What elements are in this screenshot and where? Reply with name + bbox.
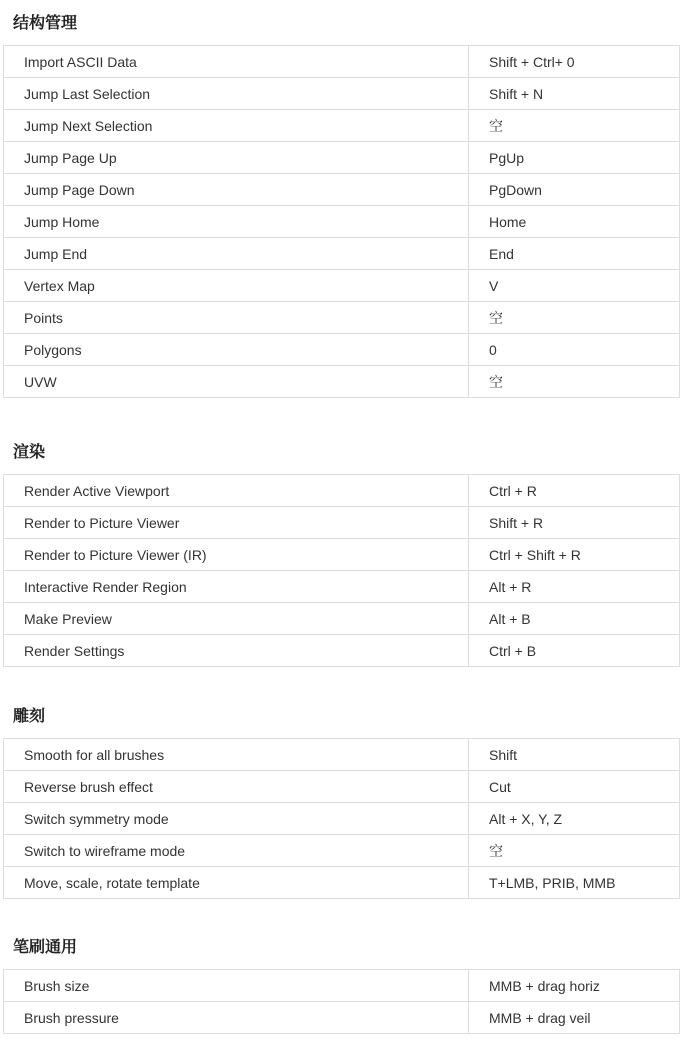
shortcut-cell: MMB + drag horiz	[469, 970, 680, 1002]
table-row	[4, 803, 680, 835]
action-cell: Vertex Map	[4, 270, 469, 302]
shortcut-cell: Ctrl + Shift + R	[469, 539, 680, 571]
action-cell: Render Settings	[4, 635, 469, 667]
section-title: 渲染	[13, 442, 46, 461]
shortcut-cell: 0	[469, 334, 680, 366]
table-row	[4, 739, 680, 771]
action-cell: Reverse brush effect	[4, 771, 469, 803]
shortcut-cell: PgDown	[469, 174, 680, 206]
action-cell: Jump Home	[4, 206, 469, 238]
shortcut-cell: PgUp	[469, 142, 680, 174]
table-row	[4, 867, 680, 899]
action-cell: Points	[4, 302, 469, 334]
action-cell: Switch symmetry mode	[4, 803, 469, 835]
section-title: 雕刻	[13, 706, 46, 725]
table-row	[4, 142, 680, 174]
table-row	[4, 302, 680, 334]
table-row	[4, 475, 680, 507]
shortcut-cell: Shift + N	[469, 78, 680, 110]
action-cell: UVW	[4, 366, 469, 398]
shortcut-table	[3, 969, 680, 1034]
table-row	[4, 334, 680, 366]
shortcut-cell: Ctrl + B	[469, 635, 680, 667]
table-row	[4, 270, 680, 302]
shortcut-table	[3, 45, 680, 398]
shortcut-cell: 空	[469, 302, 680, 334]
shortcut-cell: V	[469, 270, 680, 302]
table-row	[4, 571, 680, 603]
action-cell: Brush pressure	[4, 1002, 469, 1034]
shortcut-cell: Ctrl + R	[469, 475, 680, 507]
shortcut-cell: 空	[469, 835, 680, 867]
action-cell: Jump Last Selection	[4, 78, 469, 110]
table-row	[4, 46, 680, 78]
shortcut-cell: Alt + R	[469, 571, 680, 603]
action-cell: Polygons	[4, 334, 469, 366]
table-row	[4, 110, 680, 142]
table-row	[4, 771, 680, 803]
shortcut-cell: Cut	[469, 771, 680, 803]
table-row	[4, 539, 680, 571]
action-cell: Jump Next Selection	[4, 110, 469, 142]
action-cell: Switch to wireframe mode	[4, 835, 469, 867]
table-row	[4, 366, 680, 398]
action-cell: Make Preview	[4, 603, 469, 635]
action-cell: Render Active Viewport	[4, 475, 469, 507]
action-cell: Move, scale, rotate template	[4, 867, 469, 899]
table-row	[4, 78, 680, 110]
shortcut-cell: 空	[469, 366, 680, 398]
section-title: 笔刷通用	[13, 937, 78, 956]
shortcut-cell: Home	[469, 206, 680, 238]
action-cell: Jump Page Down	[4, 174, 469, 206]
shortcut-cell: Alt + X, Y, Z	[469, 803, 680, 835]
action-cell: Jump End	[4, 238, 469, 270]
shortcut-cell: MMB + drag veil	[469, 1002, 680, 1034]
table-row	[4, 174, 680, 206]
shortcut-table	[3, 474, 680, 667]
table-row	[4, 635, 680, 667]
action-cell: Brush size	[4, 970, 469, 1002]
action-cell: Import ASCII Data	[4, 46, 469, 78]
table-row	[4, 238, 680, 270]
action-cell: Render to Picture Viewer	[4, 507, 469, 539]
shortcut-cell: End	[469, 238, 680, 270]
table-row	[4, 206, 680, 238]
shortcut-cell: Shift + Ctrl+ 0	[469, 46, 680, 78]
table-row	[4, 835, 680, 867]
shortcut-cell: 空	[469, 110, 680, 142]
table-row	[4, 970, 680, 1002]
action-cell: Interactive Render Region	[4, 571, 469, 603]
shortcut-table	[3, 738, 680, 899]
action-cell: Render to Picture Viewer (IR)	[4, 539, 469, 571]
action-cell: Smooth for all brushes	[4, 739, 469, 771]
shortcut-cell: Alt + B	[469, 603, 680, 635]
section-title: 结构管理	[13, 13, 78, 32]
shortcut-cell: T+LMB, PRIB, MMB	[469, 867, 680, 899]
shortcut-cell: Shift + R	[469, 507, 680, 539]
table-row	[4, 1002, 680, 1034]
table-row	[4, 603, 680, 635]
table-row	[4, 507, 680, 539]
shortcut-cell: Shift	[469, 739, 680, 771]
action-cell: Jump Page Up	[4, 142, 469, 174]
